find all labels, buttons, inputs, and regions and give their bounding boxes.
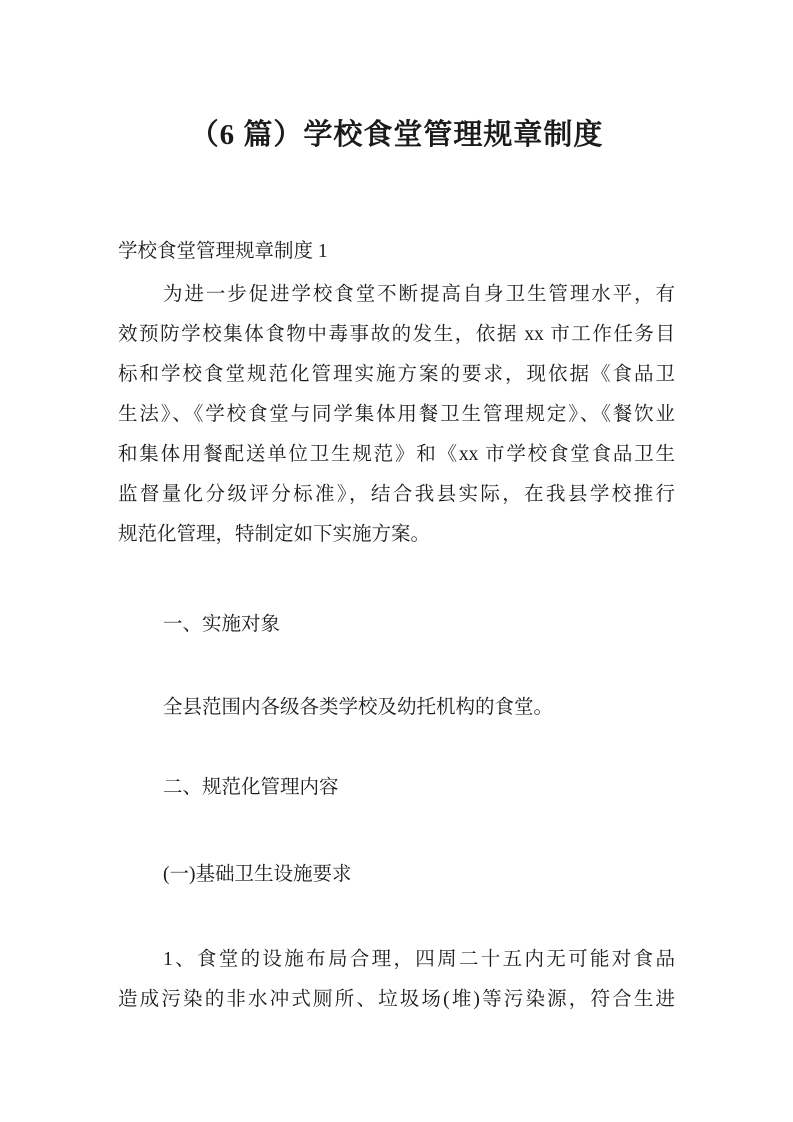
paragraph-line: 标和学校食堂规范化管理实施方案的要求，现依据《食品卫	[118, 364, 675, 385]
paragraph-line: 规范化管理，特制定如下实施方案。	[118, 524, 431, 545]
section-label: 学校食堂管理规章制度 1	[118, 241, 328, 262]
paragraph-line: 监督量化分级评分标准》，结合我县实际，在我县学校推行	[118, 484, 675, 505]
paragraph-line: 生法》、《学校食堂与同学集体用餐卫生管理规定》、《餐饮业	[118, 404, 675, 425]
paragraph-line: 为进一步促进学校食堂不断提高自身卫生管理水平，有	[163, 284, 675, 305]
paragraph-line: 造成污染的非水冲式厕所、垃圾场(堆)等污染源，符合生进	[118, 989, 675, 1010]
intro-paragraph	[118, 275, 675, 555]
document-title: （6 篇）学校食堂管理规章制度	[189, 119, 604, 151]
heading-management-content: 二、规范化管理内容	[163, 777, 339, 798]
paragraph-line: 1、食堂的设施布局合理，四周二十五内无可能对食品	[163, 949, 675, 970]
paragraph-line: 效预防学校集体食物中毒事故的发生，依据 xx 市工作任务目	[118, 324, 675, 345]
scope-paragraph: 全县范围内各级各类学校及幼托机构的食堂。	[163, 697, 554, 718]
paragraph-line: 和集体用餐配送单位卫生规范》和《xx 市学校食堂食品卫生	[118, 444, 675, 465]
item1-paragraph	[118, 940, 675, 1020]
heading-implementation-target: 一、实施对象	[163, 614, 281, 635]
subheading-basic-hygiene-facilities: (一)基础卫生设施要求	[163, 864, 352, 885]
